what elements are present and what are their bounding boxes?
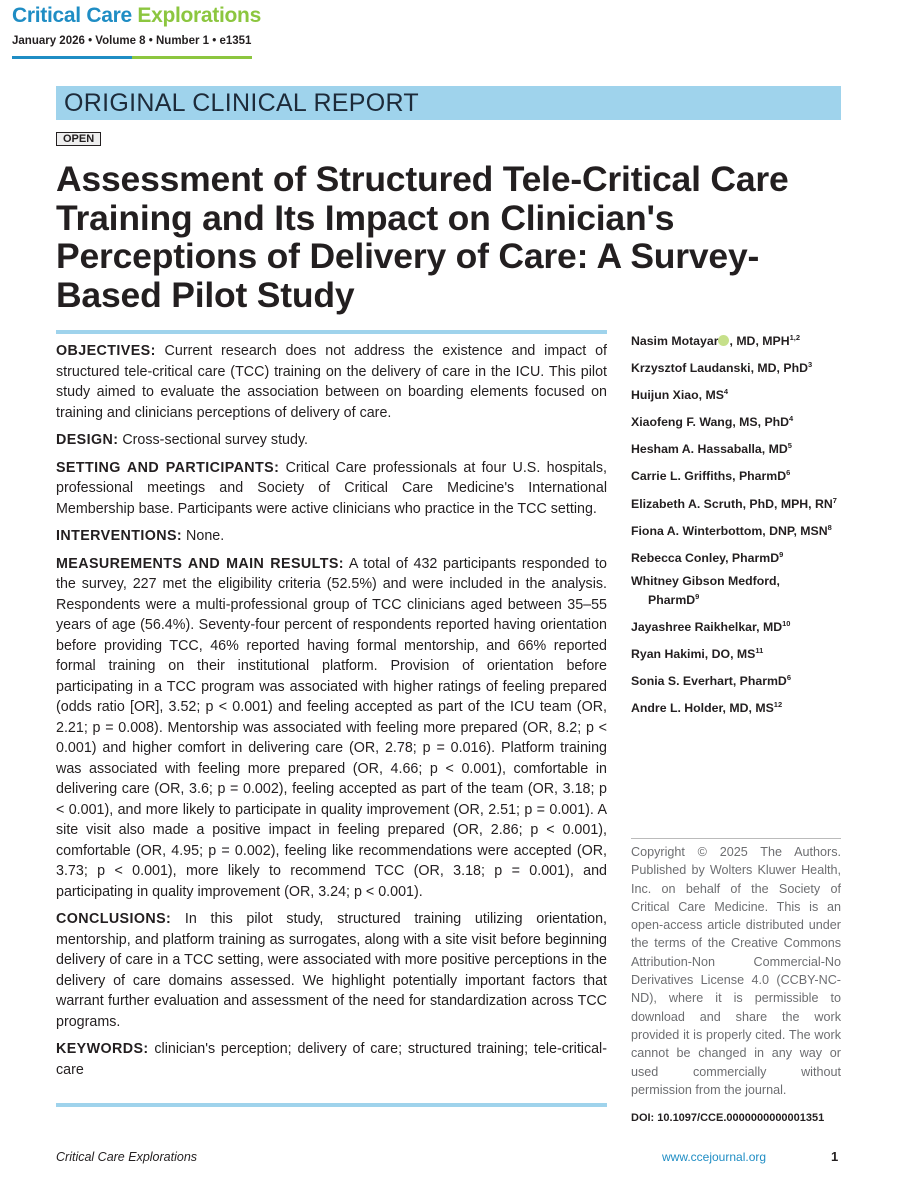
conclusions-text: In this pilot study, structured training utilizing orientation, mentorship, and platform training as surrogates, along with a site visit before beginning delivery of care in a TCC setting, were associated with more positive perceptions in the delivery of care domains assessed. We highlight potentially important factors that warrant further evaluation and assessment of the need for standardization across TCC programs. (56, 911, 607, 1030)
author-item (631, 438, 851, 457)
author-item (631, 574, 823, 608)
author-affiliation: 8 (827, 522, 832, 532)
journal-logo (12, 4, 261, 28)
section-label: ORIGINAL CLINICAL REPORT (64, 89, 419, 117)
keywords-label: KEYWORDS: (56, 1041, 149, 1057)
abstract-top-rule (56, 330, 607, 334)
open-access-badge: OPEN (56, 132, 101, 146)
author-item (631, 643, 851, 662)
author-affiliation: 7 (832, 495, 837, 505)
abstract-interventions (56, 526, 607, 547)
color-bar-blue (12, 52, 132, 62)
author-affiliation: 12 (773, 700, 783, 710)
abstract (56, 341, 607, 1087)
author-name: Krzysztof Laudanski, MD, PhD (631, 361, 808, 376)
author-affiliation: 9 (779, 549, 784, 559)
author-affiliation: 11 (755, 646, 764, 656)
author-name: Jayashree Raikhelkar, MD (631, 620, 783, 635)
abstract-keywords (56, 1039, 607, 1080)
author-affiliation: 6 (786, 468, 791, 478)
doi[interactable]: DOI: 10.1097/CCE.0000000000001351 (631, 1112, 825, 1124)
footer-journal: Critical Care Explorations (56, 1150, 198, 1164)
author-item (631, 493, 851, 512)
design-label: DESIGN: (56, 432, 119, 448)
abstract-objectives (56, 341, 607, 423)
journal-logo-part1: Critical Care (12, 4, 132, 27)
author-name: Xiaofeng F. Wang, MS, PhD (631, 415, 790, 430)
measurements-label: MEASUREMENTS AND MAIN RESULTS: (56, 555, 344, 572)
author-affiliation: 5 (787, 441, 792, 451)
author-item (631, 384, 851, 403)
author-item (631, 616, 851, 635)
objectives-text: Current research does not address the existence and impact of structured tele-critical care (TCC) training on the delivery of care in the ICU. This pilot study aimed to evaluate the association between on boarding elements focused on training and clinicians perceptions of delivery of care. (56, 343, 607, 421)
author-affiliation: 1,2 (789, 333, 801, 342)
abstract-setting (56, 458, 607, 520)
page-number: 1 (831, 1149, 839, 1164)
author-credentials: , MD, MPH (729, 334, 790, 349)
author-name: Carrie L. Griffiths, PharmD (631, 469, 787, 484)
issue-line: January 2026 • Volume 8 • Number 1 • e1351 (12, 35, 252, 47)
article-title: Assessment of Structured Tele-Critical Care Training and Its Impact on Clinician's Perceptions of Delivery of Care: A Survey-Based Pilot Study (56, 159, 789, 315)
author-name: Huijun Xiao, MS (631, 388, 724, 403)
setting-text: Critical Care professionals at four U.S. hospitals, professional meetings and Society of Critical Care Medicine's International Membership base. Participants were active clinicians who practice in the TCC setting. (56, 459, 608, 517)
author-name: Hesham A. Hassaballa, MD (631, 442, 788, 457)
author-affiliation: 3 (807, 360, 813, 370)
author-item (631, 357, 851, 376)
author-name: Sonia S. Everhart, PharmD (631, 674, 787, 689)
journal-logo-part2: Explorations (131, 4, 261, 27)
color-bar-green (132, 52, 252, 62)
author-name: Whitney Gibson Medford, PharmD (631, 573, 780, 607)
license-text: Copyright © 2025 The Authors. Published by Wolters Kluwer Health, Inc. on behalf of the Society of Critical Care Medicine. This is an open-access article distributed under the terms of the Creative Commons Attribution-Non Commercial-No Derivatives License 4.0 (CCBY-NC-ND), where it is permissible to download and share the work provided it is properly cited. The work cannot be changed in any way or used commercially without permission from the journal. (631, 845, 841, 1097)
author-affiliation: 9 (695, 591, 700, 601)
author-affiliation: 4 (723, 387, 729, 397)
license-divider (631, 838, 841, 839)
abstract-bottom-rule (56, 1103, 607, 1107)
author-item (631, 670, 851, 689)
author-affiliation: 6 (786, 673, 791, 683)
measurements-text: A total of 432 participants responded to the survey, 227 met the eligibility criteria (52.5%) and were included in the analysis. Respondents were a multi-professional group of TCC clinicians aged between 35–55 years of age (56.4%). Seventy-four percent of respondents reported having orientation before providing TCC, 46% reported having formal mentorship, and 66% reported formal training on their institutional platform. Provision of orientation before participating in a TCC program was associated with higher ratings of feeling prepared (odds ratio [OR], 3.52; p < 0.001) and feeling accepted as part of the ICU team (OR, 2.21; p = 0.008). Mentorship was associated with feeling more prepared (OR, 8.2; p < 0.001) and higher comfort in delivering care (OR, 2.78; p = 0.016). Platform training was associated with feeling more prepared (OR, 4.66; p < 0.001), comfortable in delivering care (OR, 3.6; p = 0.002), feeling accepted as part of the team (OR, 3.18; p < 0.001), and more likely to participate in quality improvement (OR, 2.51; p = 0.001). A site visit also made a positive impact in feeling prepared (OR, 2.86; p < 0.001), comfortable (OR, 4.95; p = 0.002), feeling like recommendations were accepted (OR, 3.73; p < 0.001), more likely to recommend TCC (OR, 3.18; p = 0.001), and participating in quality improvement (OR, 3.24; p < 0.001). (56, 555, 607, 900)
author-item (631, 330, 851, 349)
interventions-label: INTERVENTIONS: (56, 528, 183, 544)
author-item (631, 411, 851, 430)
header-color-bar (12, 52, 252, 62)
interventions-text: None. (182, 528, 225, 544)
setting-label: SETTING AND PARTICIPANTS: (56, 459, 280, 476)
abstract-measurements (56, 554, 607, 903)
author-affiliation: 4 (789, 414, 794, 424)
author-name: Andre L. Holder, MD, MS (631, 701, 774, 716)
design-text: Cross-sectional survey study. (118, 432, 309, 448)
author-item (631, 697, 851, 716)
abstract-conclusions (56, 909, 607, 1032)
abstract-design (56, 430, 607, 451)
author-name: Rebecca Conley, PharmD (631, 550, 780, 565)
conclusions-label: CONCLUSIONS: (56, 911, 172, 927)
author-list (631, 330, 851, 724)
keywords-text: clinician's perception; delivery of care; structured training; tele-critical-care (56, 1041, 607, 1078)
author-name: Ryan Hakimi, DO, MS (631, 647, 756, 662)
author-item (631, 547, 851, 566)
orcid-icon[interactable] (718, 335, 729, 346)
author-name: Elizabeth A. Scruth, PhD, MPH, RN (631, 496, 833, 511)
author-name: Nasim Motayar (631, 334, 719, 349)
author-name: Fiona A. Winterbottom, DNP, MSN (631, 523, 828, 538)
section-band (56, 86, 841, 120)
author-item (631, 520, 851, 539)
footer-url-link[interactable]: www.ccejournal.org (662, 1150, 767, 1164)
objectives-label: OBJECTIVES: (56, 343, 156, 359)
author-item (631, 465, 851, 484)
author-affiliation: 10 (782, 618, 791, 628)
